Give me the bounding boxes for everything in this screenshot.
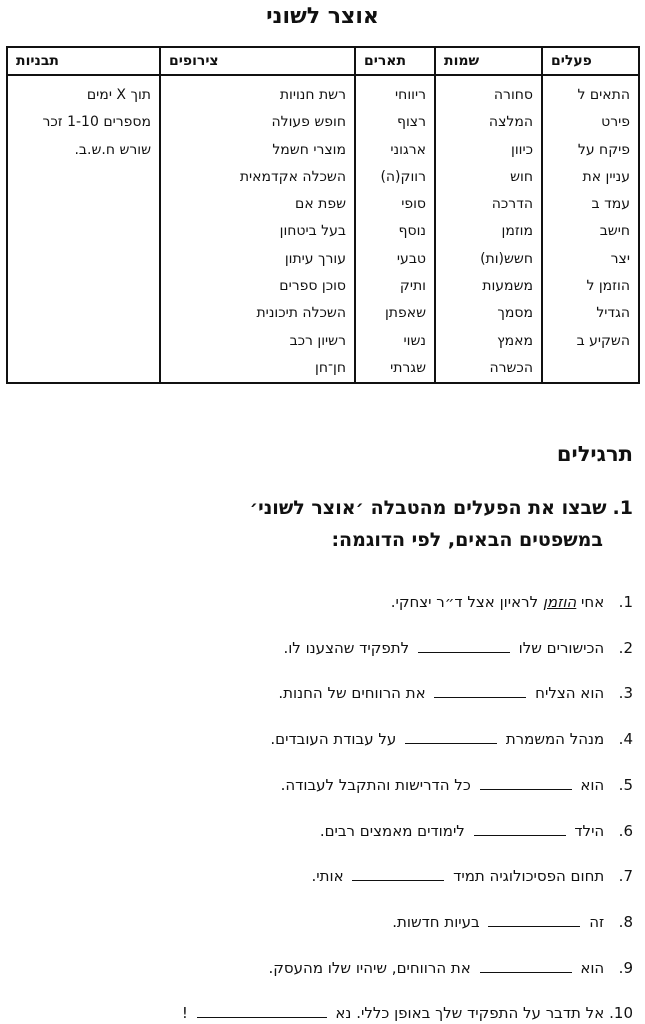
table-cell: סוכן ספרים — [279, 278, 346, 295]
answer-blank[interactable] — [197, 1003, 327, 1018]
table-cell: נשוי — [403, 332, 426, 349]
sentence-text-after: על עבודת העובדים. — [270, 730, 402, 749]
table-cell: סחורה — [493, 87, 533, 103]
sentence-text-after: ! — [181, 1004, 193, 1023]
answer-blank[interactable] — [488, 912, 580, 927]
task-number: 1. — [612, 497, 633, 519]
table-cell: רשיון רכב — [289, 332, 346, 349]
table-cell: שפת אם — [295, 196, 346, 213]
sentence-number: 1. — [618, 593, 633, 611]
sentence-item — [283, 638, 633, 658]
sentence-number: 9. — [618, 958, 633, 977]
header-phrases: צירופים — [160, 47, 355, 75]
table-cell: פירט — [601, 114, 630, 131]
adjectives-column — [355, 75, 435, 383]
sentence-item — [392, 912, 633, 932]
sentence-item — [270, 729, 633, 749]
table-cell: השקיע ב — [576, 332, 630, 349]
phrases-column — [160, 75, 355, 383]
sentence-text-before: אל תדבר על התפקיד שלך באופן כללי. נא — [330, 1004, 609, 1023]
table-cell: תוך X ימים — [86, 87, 151, 103]
table-cell: נוסף — [398, 223, 426, 240]
table-cell: חוש — [510, 168, 533, 185]
sentence-item — [312, 866, 633, 886]
sentence-text-before: הוא הצליח — [530, 684, 609, 703]
nouns-column — [435, 75, 542, 383]
sentence-text-before: אחי — [576, 593, 609, 611]
table-cell: בעל ביטחון — [279, 223, 346, 240]
sentence-text-after: את הרווחים של החנות. — [278, 684, 431, 703]
table-cell: טבעי — [396, 250, 426, 267]
table-cell: הכשרה — [489, 359, 533, 376]
table-body-row — [7, 75, 639, 383]
patterns-column — [7, 75, 160, 383]
sentence-text-before: הוא — [575, 775, 609, 794]
header-nouns: שמות — [435, 47, 542, 75]
table-cell: רצוף — [397, 114, 426, 131]
sentence-text-before: זה — [584, 912, 609, 931]
table-cell: התאים ל — [577, 87, 630, 103]
sentence-text-after: את הרווחים, שיהיו שלו מהעסק. — [268, 958, 476, 977]
table-cell: רווק(ה) — [380, 168, 426, 185]
sentence-item — [278, 683, 633, 703]
sentence-item — [269, 958, 633, 978]
sentence-text-before: הכישורים שלו — [513, 638, 609, 657]
header-verbs: פעלים — [542, 47, 639, 75]
table-cell: עניין את — [582, 168, 630, 185]
table-cell: השכלה תיכונית — [256, 305, 346, 322]
exercises-title: תרגילים — [556, 442, 633, 466]
table-cell: שגרתי — [390, 359, 426, 376]
table-cell: הוזמן ל — [586, 278, 630, 295]
vocabulary-table — [6, 46, 640, 384]
sentence-text-before: הילד — [569, 821, 609, 840]
task-line-1: שבצו את הפעלים מהטבלה ׳אוצר לשוני׳ — [249, 497, 607, 519]
table-cell: מסמך — [497, 305, 533, 322]
answer-blank[interactable] — [474, 821, 566, 836]
table-cell: שורש ח.ש.ב. — [74, 141, 151, 158]
table-cell: חופש פעולה — [271, 114, 346, 131]
sentence-text-after: בעיות חדשות. — [392, 912, 485, 931]
table-cell: הדרכה — [491, 196, 533, 213]
sentence-item — [281, 775, 633, 795]
table-cell: ארגוני — [390, 141, 426, 158]
table-cell: שאפתן — [384, 305, 426, 322]
verbs-column — [542, 75, 639, 383]
answer-blank[interactable] — [480, 775, 572, 790]
task-instruction — [33, 492, 633, 556]
table-cell: חשש(ות) — [480, 250, 533, 267]
table-cell: ריווחי — [395, 87, 426, 103]
sentence-text-after: לימודים מאמצים רבים. — [319, 821, 470, 840]
table-cell: מוצרי חשמל — [272, 141, 346, 158]
task-line-2: במשפטים הבאים, לפי הדוגמה: — [331, 529, 603, 551]
table-cell: כיוון — [511, 141, 533, 158]
sentence-text-after: כל הדרישות והתקבל לעבודה. — [280, 775, 476, 794]
table-cell: הגדיל — [596, 305, 630, 322]
sentence-number: 6. — [618, 821, 633, 840]
sentence-number: 4. — [618, 730, 633, 749]
example-answer: הוזמן — [542, 593, 577, 611]
answer-blank[interactable] — [405, 729, 497, 744]
table-cell: חישב — [599, 223, 630, 240]
sentence-number: 10. — [609, 1004, 633, 1023]
sentence-text-after: אותי. — [311, 867, 349, 886]
page-title: אוצר לשוני — [266, 4, 379, 29]
table-cell: חן־חן — [315, 359, 346, 376]
table-header-row — [7, 47, 639, 75]
sentence-item — [320, 821, 633, 841]
sentence-number: 7. — [618, 867, 633, 886]
sentence-number: 3. — [618, 684, 633, 703]
table-cell: עורך עיתון — [284, 250, 346, 267]
sentence-number: 8. — [618, 912, 633, 931]
sentence-text-before: תחום הפסיכולוגיה תמיד — [448, 867, 609, 886]
header-patterns: תבניות — [7, 47, 160, 75]
answer-blank[interactable] — [434, 683, 526, 698]
answer-blank[interactable] — [480, 958, 572, 973]
table-cell: מאמץ — [497, 332, 533, 349]
sentence-item — [182, 1003, 633, 1023]
table-cell: השכלה אקדמאית — [239, 168, 346, 185]
table-cell: פיקח על — [577, 141, 630, 158]
sentence-text-after: לתפקיד שהצענו לו. — [283, 638, 414, 657]
sentence-text-before: הוא — [575, 958, 609, 977]
table-cell: ותיק — [399, 278, 426, 295]
sentence-text-before: מנהל המשמרת — [501, 730, 609, 749]
table-cell: רשת חנויות — [279, 87, 346, 103]
table-cell: עמד ב — [591, 196, 630, 213]
sentence-text-after: לראיון אצל ד״ר יצחקי. — [390, 593, 543, 611]
header-adjectives: תארים — [355, 47, 435, 75]
sentence-item — [391, 592, 633, 612]
answer-blank[interactable] — [352, 866, 444, 881]
table-cell: יצר — [610, 250, 630, 267]
table-cell: סופי — [401, 196, 426, 213]
table-cell: המלצה — [488, 114, 533, 131]
answer-blank[interactable] — [418, 638, 510, 653]
table-cell: מוזמן — [501, 223, 533, 240]
sentence-number: 2. — [618, 638, 633, 657]
sentence-number: 5. — [618, 775, 633, 794]
table-cell: משמעות — [482, 278, 533, 295]
table-cell: מספרים 1-10 זכר — [42, 114, 151, 131]
